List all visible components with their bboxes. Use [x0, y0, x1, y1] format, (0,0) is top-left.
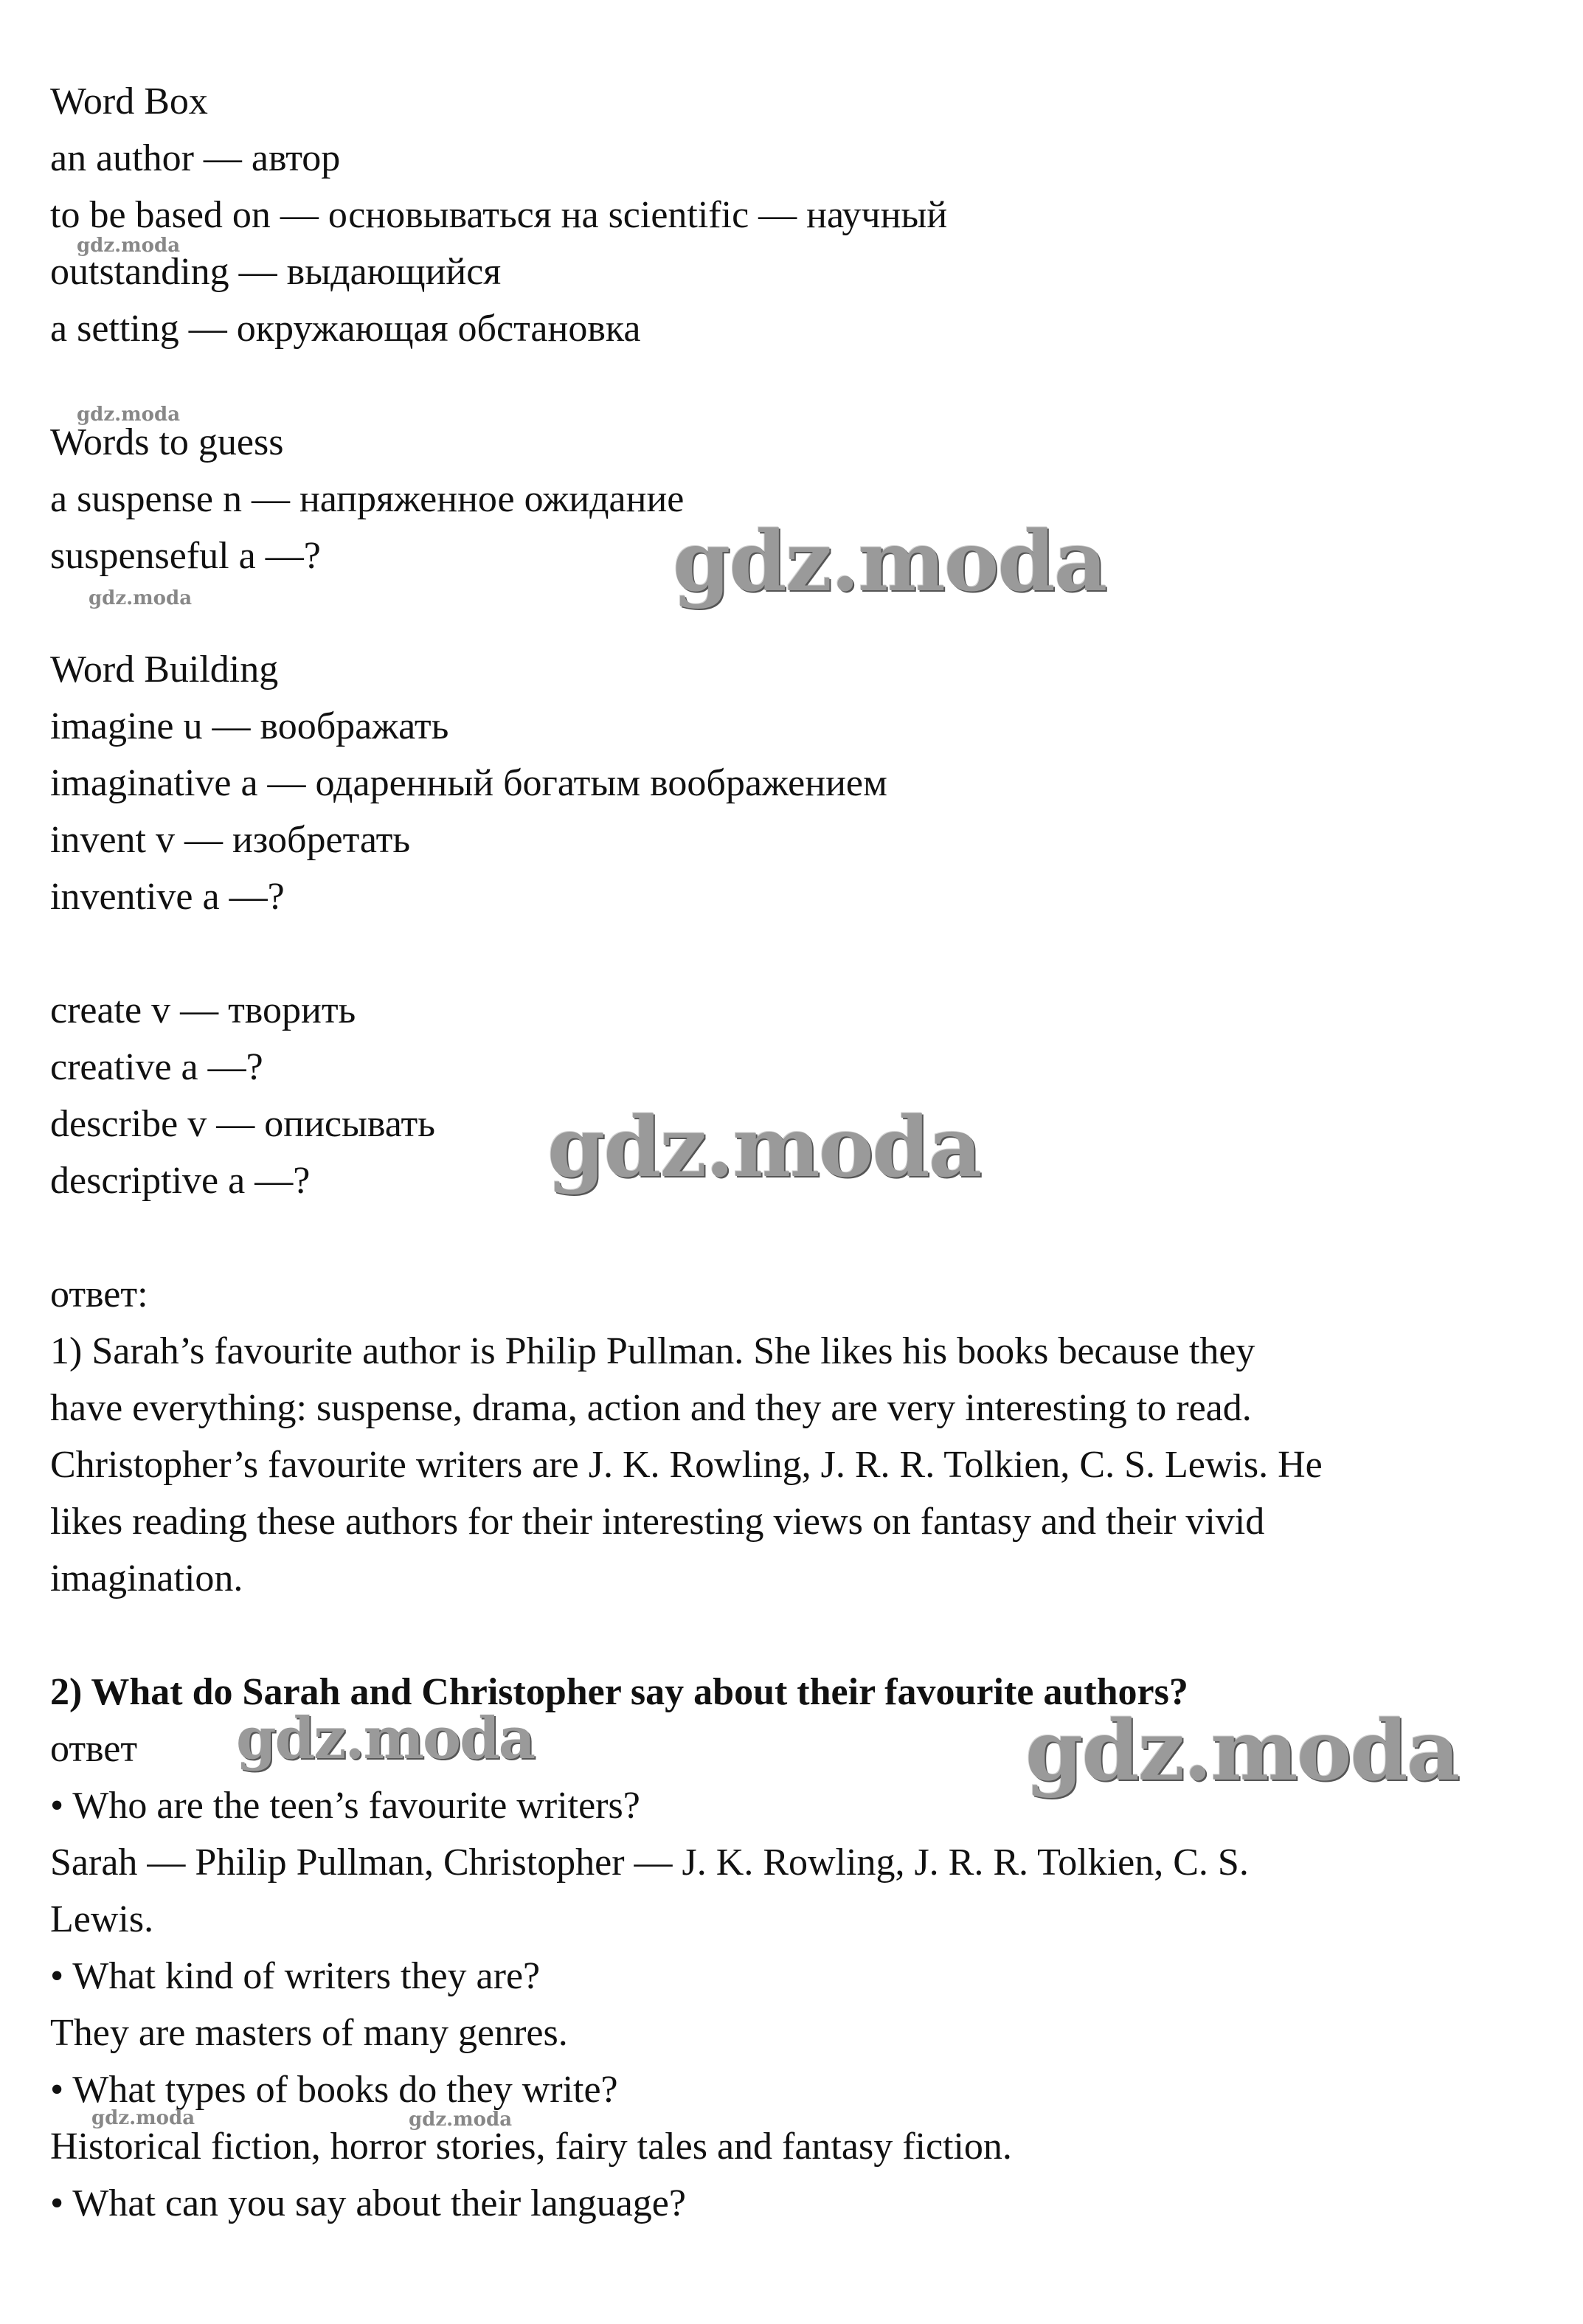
heading-words-to-guess: Words to guess	[50, 421, 284, 463]
answer-line: Lewis.	[50, 1898, 154, 1940]
answer-line: They are masters of many genres.	[50, 2012, 568, 2054]
answer-line: Sarah — Philip Pullman, Christopher — J. K. Rowling, J. R. R. Tolkien, C. S.	[50, 1841, 1249, 1884]
watermark-logo: gdz.moda	[673, 513, 1106, 610]
bullet-question: • What can you say about their language?	[50, 2182, 686, 2224]
vocab-line: invent v — изобретать	[50, 819, 411, 861]
heading-word-building: Word Building	[50, 649, 279, 691]
vocab-line: suspenseful a —?	[50, 535, 321, 577]
vocab-line: create v — творить	[50, 989, 356, 1031]
question-heading: 2) What do Sarah and Christopher say about their favourite authors?	[50, 1671, 1188, 1713]
vocab-line: outstanding — выдающийся	[50, 251, 502, 293]
answer-label: ответ	[50, 1728, 138, 1770]
answer-paragraph-line: imagination.	[50, 1557, 243, 1600]
bullet-question: • What types of books do they write?	[50, 2069, 618, 2111]
watermark-logo: gdz.moda	[1025, 1703, 1459, 1799]
vocab-line: a suspense n — напряженное ожидание	[50, 478, 685, 520]
answer-label: ответ:	[50, 1273, 148, 1315]
watermark-logo: gdz.moda	[89, 587, 193, 609]
vocab-line: an author — автор	[50, 137, 341, 179]
watermark-logo: gdz.moda	[547, 1099, 981, 1196]
vocab-line: imaginative a — одаренный богатым воображением	[50, 762, 887, 804]
vocab-line: creative a —?	[50, 1046, 263, 1088]
heading-word-box: Word Box	[50, 80, 208, 122]
answer-paragraph-line: 1) Sarah’s favourite author is Philip Pullman. She likes his books because they	[50, 1330, 1255, 1372]
vocab-line: imagine u — воображать	[50, 705, 449, 747]
answer-paragraph-line: likes reading these authors for their interesting views on fantasy and their vivid	[50, 1501, 1265, 1543]
watermark-logo: gdz.moda	[91, 2107, 195, 2129]
watermark-logo: gdz.moda	[409, 2109, 513, 2131]
vocab-line: inventive a —?	[50, 876, 285, 918]
vocab-line: describe v — описывать	[50, 1103, 435, 1145]
bullet-question: • Who are the teen’s favourite writers?	[50, 1785, 640, 1827]
watermark-logo: gdz.moda	[77, 404, 181, 426]
answer-line: Historical fiction, horror stories, fairy tales and fantasy fiction.	[50, 2126, 1012, 2168]
watermark-logo: gdz.moda	[77, 235, 181, 257]
answer-paragraph-line: have everything: suspense, drama, action and they are very interesting to read.	[50, 1387, 1252, 1429]
answer-paragraph-line: Christopher’s favourite writers are J. K. Rowling, J. R. R. Tolkien, C. S. Lewis. He	[50, 1444, 1323, 1486]
watermark-logo: gdz.moda	[236, 1705, 535, 1772]
vocab-line: to be based on — основываться на scientific — научный	[50, 194, 948, 236]
vocab-line: a setting — окружающая обстановка	[50, 308, 641, 350]
bullet-question: • What kind of writers they are?	[50, 1955, 541, 1997]
vocab-line: descriptive a —?	[50, 1160, 311, 1202]
